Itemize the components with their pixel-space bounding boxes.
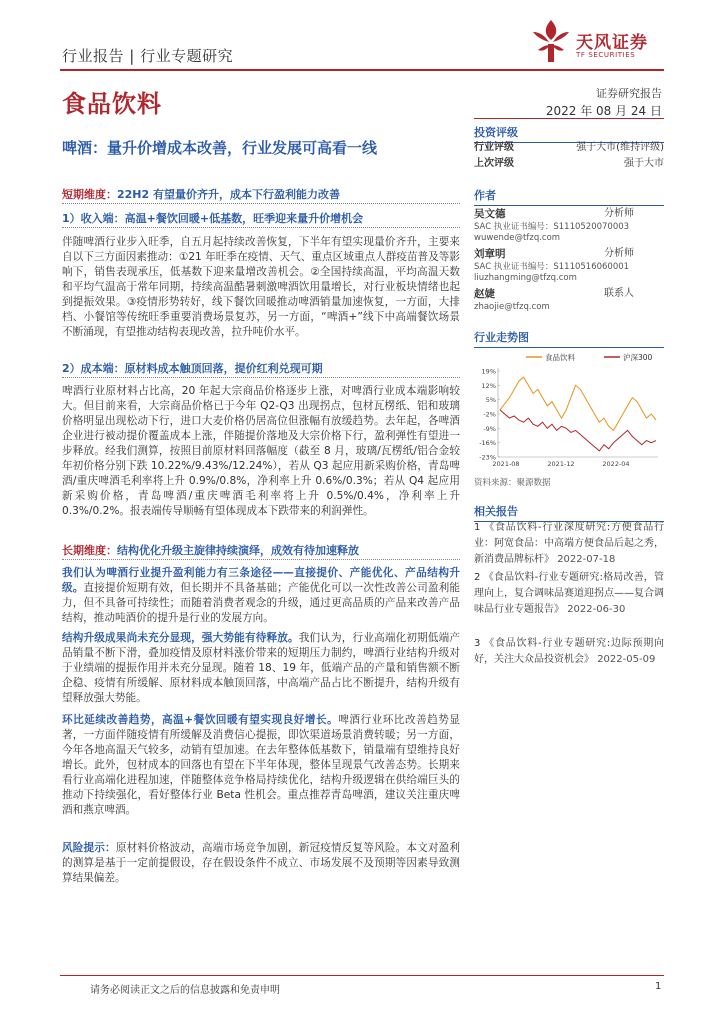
rating-row: [474, 140, 664, 156]
section-2-title: 2）成本端：原材料成本触顶回落，提价红利兑现可期: [62, 362, 323, 375]
divider: [62, 559, 460, 560]
paragraph-3: [62, 713, 460, 818]
author-email[interactable]: liuzhangming@tfzq.com: [474, 273, 577, 283]
related-item-date: 2022-06-30: [567, 604, 626, 615]
paragraph-2: [62, 631, 460, 706]
paragraph-2-lead: 结构升级成果尚未充分显现，强大势能有待释放。: [62, 632, 299, 644]
related-item[interactable]: [474, 520, 664, 568]
y-tick-label: 19%: [481, 367, 496, 376]
x-tick-label: 2022-04: [602, 460, 630, 468]
y-tick-label: -23%: [479, 453, 496, 462]
short-term-heading: [62, 186, 340, 202]
long-term-heading: [62, 542, 359, 558]
author-block: [474, 286, 664, 313]
divider: [62, 377, 460, 378]
author-sac: SAC 执业证书编号：S1110520070003: [474, 222, 630, 232]
y-tick-label: 12%: [481, 381, 496, 390]
risk-paragraph: [62, 841, 460, 886]
page-number: 1: [655, 981, 662, 992]
x-tick-label: 2021-08: [492, 460, 520, 468]
related-item[interactable]: [474, 636, 664, 668]
risk-text: 原材料价格波动，高端市场竞争加剧，新冠疫情反复等风险。本文对盈利的测算是基于一定前提假设，存在假设条件不成立、市场发展不及预期等因素导致测算结果偏差。: [62, 842, 461, 884]
author-sac: SAC 执业证书编号：S1110516060001: [474, 262, 630, 272]
author-block: [474, 206, 664, 244]
short-term-text: 22H2 有望量价齐升，成本下行盈利能力改善: [117, 188, 340, 201]
author-email[interactable]: zhaojie@tfzq.com: [474, 302, 550, 312]
date-divider: [474, 118, 664, 119]
header-divider: [60, 69, 664, 71]
related-item-text: 2 《食品饮料-行业专题研究:格局改善，管理向上，复合调味品赛道迎拐点——复合调味品行业专题报告》: [474, 572, 664, 615]
logo-english: TF SECURITIES: [576, 51, 636, 59]
rating-heading: 投资评级: [474, 124, 664, 143]
footer-disclaimer: 请务必阅读正文之后的信息披露和免责申明: [90, 985, 280, 996]
risk-label: 风险提示：: [62, 842, 116, 854]
section-2-text: 啤酒行业原材料占比高，20 年起大宗商品价格逐步上涨，对啤酒行业成本端影响较大。但目前来看，大宗商品价格已于今年 Q2-Q3 出现拐点，包材瓦楞纸、铝和玻璃价格明显出现松动下行，进口大麦价格仍居高位但涨幅有放缓趋势。去年起，各啤酒企业进行被动提价覆盖成本上涨，伴随提价落地及大宗价格下行，盈利弹性有望进一步释放。经我们测算，按照目前原材料回落幅度（截至 8 月，玻璃/瓦楞纸/铝合金较年初价格分别下跌 10.22%/9.43%/12.24%），若从 Q3 起应用新采购价格，青岛啤酒/重庆啤酒毛利率将上升 0.9%/0.8%，净利率上升 0.6%/0.3%；若从 Q4 起应用新采购价格，青岛啤酒/重庆啤酒毛利率将上升 0.5%/0.4%，净利率上升 0.3%/0.2%。报表端传导顺畅有望体现成本下跌带来的利润弹性。: [62, 385, 460, 517]
author-name: 赵婕: [474, 288, 495, 300]
legend-label: 食品饮料: [545, 353, 575, 362]
related-heading: 相关报告: [474, 503, 664, 522]
x-tick-label: 2021-12: [547, 460, 575, 468]
company-logo: [530, 18, 670, 68]
y-tick-label: -9%: [483, 424, 496, 433]
trend-chart: [474, 349, 664, 474]
author-name: 吴文德: [474, 208, 506, 220]
doc-kind: 证券研究报告: [596, 87, 662, 100]
logo-icon: [530, 18, 572, 64]
section-1-title: 1）收入端：高温+餐饮回暖+低基数，旺季迎来量升价增机会: [62, 212, 364, 225]
y-tick-label: -16%: [479, 439, 496, 448]
related-item-date: 2022-05-09: [597, 654, 656, 665]
y-tick-label: 5%: [485, 396, 496, 405]
rating-label: 行业评级: [474, 142, 514, 153]
short-term-label: 短期维度：: [62, 188, 117, 201]
report-type-label: 行业报告 | 行业专题研究: [62, 47, 234, 65]
related-item-text: 1 《食品饮料-行业深度研究:方便食品行业：阿宽食品：中高端方便食品后起之秀，新消费品牌标杆》: [474, 522, 664, 565]
related-item[interactable]: [474, 570, 664, 618]
author-role: 联系人: [604, 288, 634, 299]
legend-label: 沪深300: [623, 353, 653, 362]
series-line: [500, 410, 656, 451]
report-date: 2022 年 08 月 24 日: [545, 104, 662, 118]
author-role: 分析师: [604, 248, 634, 259]
long-term-text: 结构优化升级主旋律持续演绎，成效有待加速释放: [117, 544, 359, 557]
page-title: 食品饮料: [62, 90, 162, 118]
author-block: [474, 246, 664, 284]
paragraph-2-text: 我们认为，行业高端化初期低端产品销量不断下滑，叠加疫情及原材料涨价带来的短期压力制约，啤酒行业结构升级对于业绩端的提振作用并未充分显现。随着 18、19 年，低端产品的产量和销售额不断企稳、疫情有所缓解、原材料成本触顶回落，中高端产品占比不断提升，结构升级有望释放强大势能。: [62, 632, 461, 704]
paragraph-1-lead: 我们认为啤酒行业提升盈利能力有三条途径——直接提价、产能优化、产品结构升级。: [62, 567, 460, 594]
trend-heading: 行业走势图: [474, 329, 664, 348]
report-subtitle: 啤酒：量升价增成本改善，行业发展可高看一线: [62, 139, 378, 157]
rating-value: 强于大市: [624, 158, 664, 169]
rating-table: [474, 140, 664, 172]
paragraph-3-lead: 环比延续改善趋势，高温+餐饮回暖有望实现良好增长。: [62, 714, 339, 726]
rating-label: 上次评级: [474, 158, 514, 169]
chart-source: 资料来源：聚源数据: [474, 478, 551, 488]
y-tick-label: -2%: [483, 410, 496, 419]
authors-heading: 作者: [474, 187, 664, 206]
author-email[interactable]: wuwende@tfzq.com: [474, 233, 561, 243]
rating-row: [474, 156, 664, 172]
paragraph-3-text: 啤酒行业环比改善趋势显著，一方面伴随疫情有所缓解及消费信心提振，即饮渠道场景消费转暖；另一方面，今年各地高温天气较多，动销有望加速。在去年整体低基数下，销量端有望维持良好增长。此外，包材成本的回落也有望在下半年体现，整体呈现景气改善态势。长期来看行业高端化进程加速，伴随整体竞争格局持续优化，结构升级逻辑在供给端巨头的推动下持续强化，看好整体行业 Beta 性机会。重点推荐青岛啤酒，建议关注重庆啤酒和燕京啤酒。: [62, 714, 461, 816]
related-item-text: 3 《食品饮料-行业专题研究:边际预期向好，关注大众品投资机会》: [474, 638, 664, 665]
author-name: 刘章明: [474, 248, 506, 260]
divider: [62, 203, 460, 204]
footer-divider: [60, 975, 664, 976]
rating-value: 强于大市(维持评级): [576, 142, 664, 153]
author-role: 分析师: [604, 208, 634, 219]
logo-name: 天风证券: [576, 33, 648, 53]
paragraph-1: [62, 566, 460, 626]
section-1-text: 伴随啤酒行业步入旺季，自五月起持续改善恢复，下半年有望实现量价齐升，主要来自以下三方面因素推动：①21 年旺季在疫情、天气、重点区域重点人群疫苗普及等影响下，销售表现承压，低基数下迎来量增改善机会。②全国持续高温，平均高温天数和平均气温高于常年同期，持续高温酷暑刺激啤酒饮用量增长，对行业板块情绪也起到提振效果。③疫情形势转好，线下餐饮回暖推动啤酒销量加速恢复，一方面，大排档、小餐馆等传统旺季重要消费场景复苏，另一方面，“啤酒+”线下中高端餐饮场景不断涌现，有望推动结构表现改善，拉升吨价水平。: [62, 236, 460, 338]
long-term-label: 长期维度：: [62, 544, 117, 557]
related-item-date: 2022-07-18: [557, 554, 616, 565]
paragraph-1-text: 直接提价短期有效，但长期并不具备基础；产能优化可以一次性改善公司盈利能力，但不具备可持续性；而随着消费者观念的升级，通过更高品质的产品来改善产品结构，推动吨酒价的提升是行业的发展方向。: [62, 582, 461, 624]
divider: [62, 227, 460, 228]
